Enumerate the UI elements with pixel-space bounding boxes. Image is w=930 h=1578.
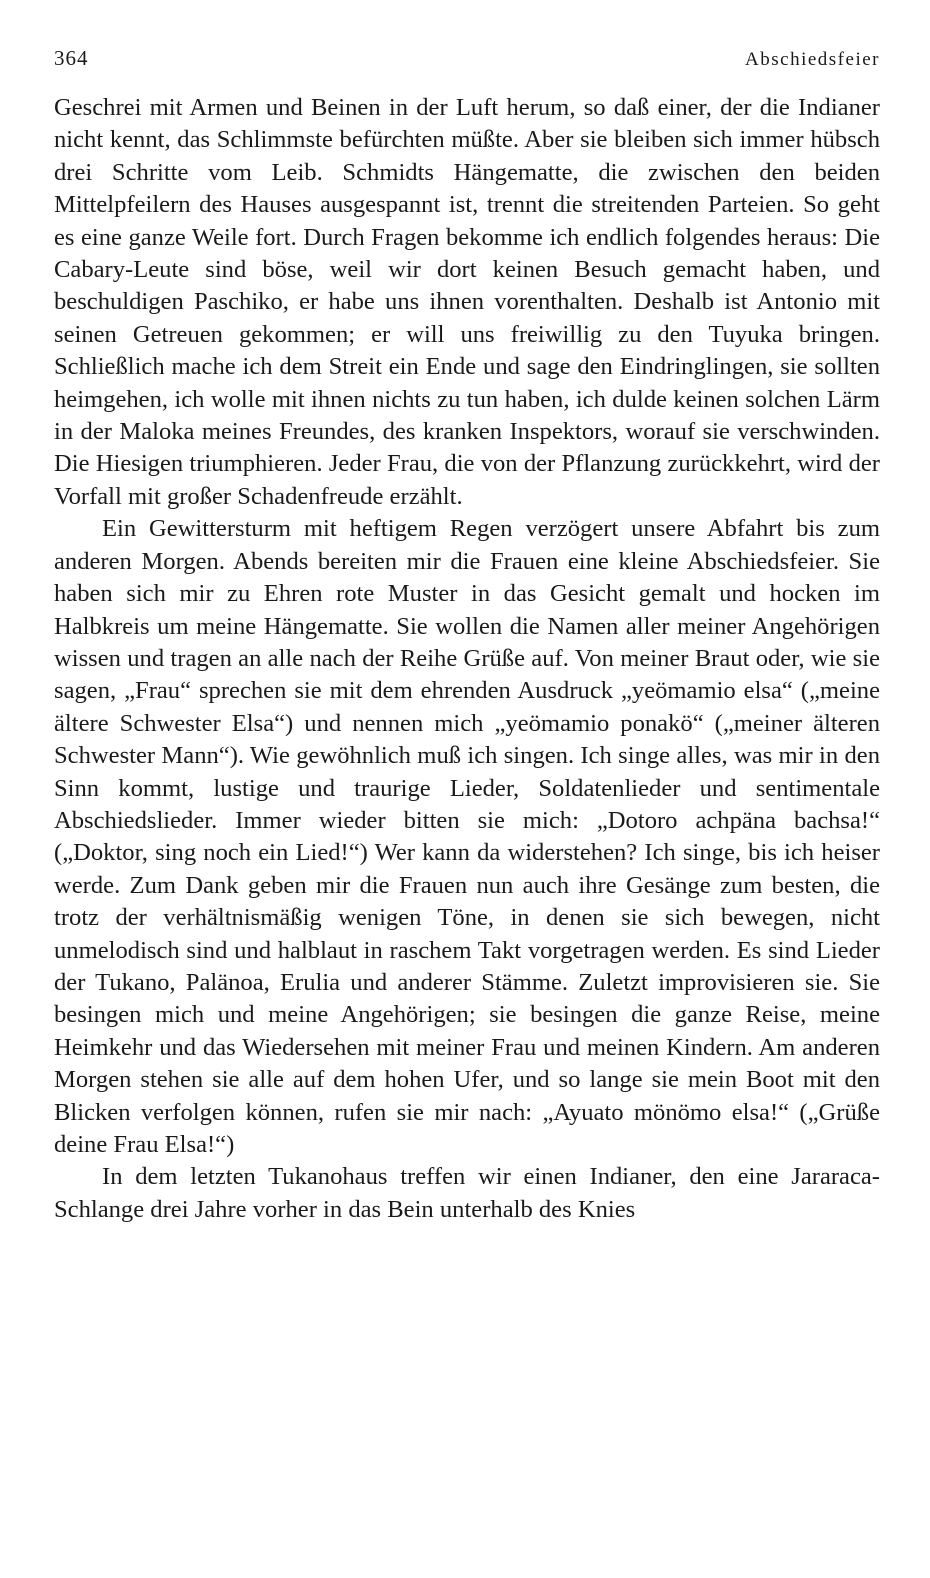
- paragraph-2: Ein Gewittersturm mit heftigem Regen verzögert unsere Abfahrt bis zum anderen Morgen. Abends bereiten mir die Frauen eine kleine Abschiedsfeier. Sie haben sich mir zu Ehren rote Muster in das Gesicht gemalt und hocken im Halbkreis um meine Hängematte. Sie wollen die Namen aller meiner Angehörigen wissen und tragen an alle nach der Reihe Grüße auf. Von meiner Braut oder, wie sie sagen, „Frau“ sprechen sie mit dem ehrenden Ausdruck „yeömamio elsa“ („meine ältere Schwester Elsa“) und nennen mich „yeömamio ponakö“ („meiner älteren Schwester Mann“). Wie gewöhnlich muß ich singen. Ich singe alles, was mir in den Sinn kommt, lustige und traurige Lieder, Soldatenlieder und sentimentale Abschiedslieder. Immer wieder bitten sie mich: „Dotoro achpäna bachsa!“ („Doktor, sing noch ein Lied!“) Wer kann da widerstehen? Ich singe, bis ich heiser werde. Zum Dank geben mir die Frauen nun auch ihre Gesänge zum besten, die trotz der verhältnismäßig wenigen Töne, in denen sie sich bewegen, nicht unmelodisch sind und halblaut in raschem Takt vorgetragen werden. Es sind Lieder der Tukano, Palänoa, Erulia und anderer Stämme. Zuletzt improvisieren sie. Sie besingen mich und meine Angehörigen; sie besingen die ganze Reise, meine Heimkehr und das Wiedersehen mit meiner Frau und meinen Kindern. Am anderen Morgen stehen sie alle auf dem hohen Ufer, und so lange sie mein Boot mit den Blicken verfolgen können, rufen sie mir nach: „Ayuato mönömo elsa!“ („Grüße deine Frau Elsa!“): [54, 515, 880, 1158]
- page-header: [54, 46, 880, 76]
- body-text: [54, 92, 880, 1226]
- book-page: [54, 46, 880, 1226]
- paragraph-1: Geschrei mit Armen und Beinen in der Luft herum, so daß einer, der die Indianer nicht kennt, das Schlimmste befürchten müßte. Aber sie bleiben sich immer hübsch drei Schritte vom Leib. Schmidts Hängematte, die zwischen den beiden Mittelpfeilern des Hauses ausgespannt ist, trennt die streitenden Parteien. So geht es eine ganze Weile fort. Durch Fragen bekomme ich endlich folgendes heraus: Die Cabary-Leute sind böse, weil wir dort keinen Besuch gemacht haben, und beschuldigen Paschiko, er habe uns ihnen vorenthalten. Deshalb ist Antonio mit seinen Getreuen gekommen; er will uns freiwillig zu den Tuyuka bringen. Schließlich mache ich dem Streit ein Ende und sage den Eindringlingen, sie sollten heimgehen, ich wolle mit ihnen nichts zu tun haben, ich dulde keinen solchen Lärm in der Maloka meines Freundes, des kranken Inspektors, worauf sie verschwinden. Die Hiesigen triumphieren. Jeder Frau, die von der Pflanzung zurückkehrt, wird der Vorfall mit großer Schadenfreude erzählt.: [54, 94, 880, 510]
- running-title: Abschiedsfeier: [745, 49, 880, 70]
- page-number: 364: [54, 46, 89, 70]
- paragraph-3: In dem letzten Tukanohaus treffen wir einen Indianer, den eine Jararaca-Schlange drei Jahre vorher in das Bein unterhalb des Knies: [54, 1163, 880, 1223]
